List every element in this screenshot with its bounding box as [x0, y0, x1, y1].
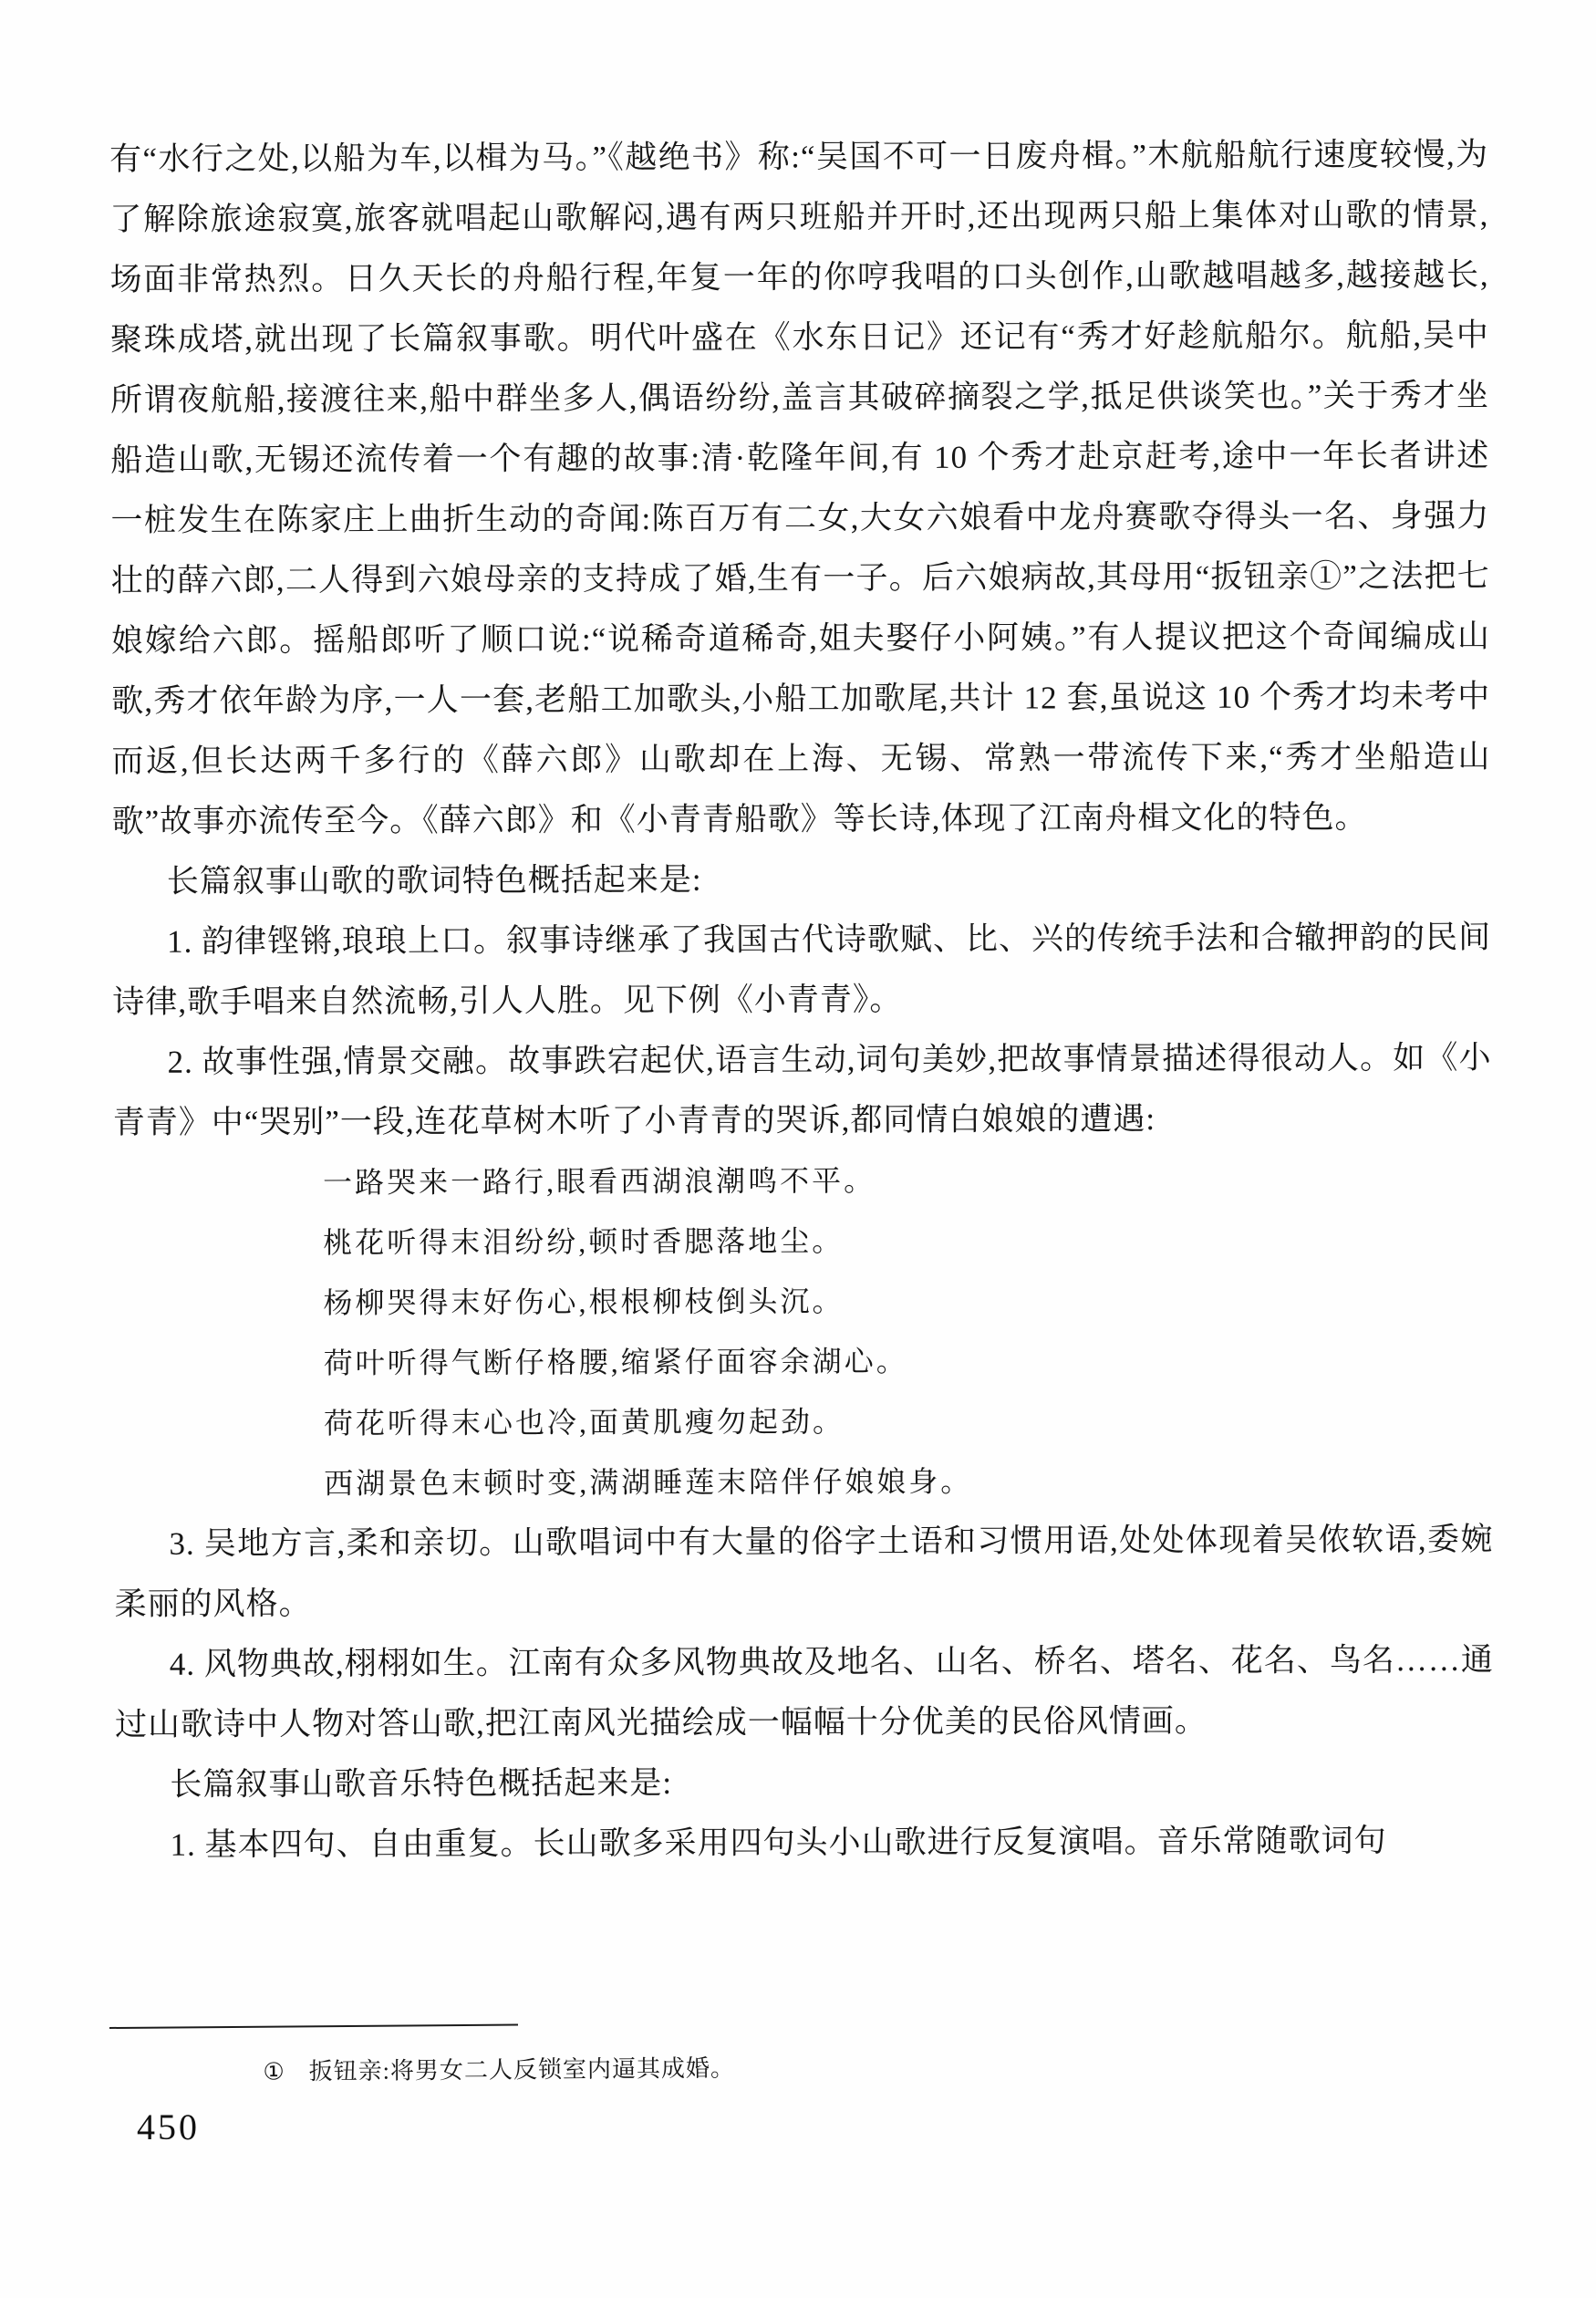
- paragraph: 1. 韵律铿锵,琅琅上口。叙事诗继承了我国古代诗歌赋、比、兴的传统手法和合辙押韵的民间诗律,歌手唱来自然流畅,引人人胜。见下例《小青青》。: [112, 919, 1492, 1020]
- verse-line: 荷花听得末心也冷,面黄肌瘦勿起劲。: [323, 1405, 845, 1440]
- paragraph: 长篇叙事山歌的歌词特色概括起来是:: [166, 861, 702, 899]
- footnote-marker: ①: [263, 2058, 285, 2085]
- footnote-area: [109, 2016, 1488, 2089]
- verse-line: 一路哭来一路行,眼看西湖浪潮鸣不平。: [322, 1164, 876, 1200]
- verse-line: 杨柳哭得末好伤心,根根柳枝倒头沉。: [323, 1284, 845, 1320]
- paragraph: 有“水行之处,以船为车,以楫为马。”《越绝书》称:“吴国不可一日废舟楫。”木航船航行速度较慢,为了解除旅途寂寞,旅客就唱起山歌解闷,遇有两只班船并开时,还出现两只船上集体对山歌的情景,场面非常热烈。日久天长的舟船行程,年复一年的你哼我唱的口头创作,山歌越唱越多,越接越长,聚珠成塔,就出现了长篇叙事歌。明代叶盛在《水东日记》还记有“秀才好趁航船尔。航船,吴中所谓夜航船,接渡往来,船中群坐多人,偶语纷纷,盖言其破碎摘裂之学,抵足供谈笑也。”关于秀才坐船造山歌,无锡还流传着一个有趣的故事:清·乾隆年间,有 10 个秀才赴京赶考,途中一年长者讲述一桩发生在陈家庄上曲折生动的奇闻:陈百万有二女,大女六娘看中龙舟赛歌夺得头一名、身强力壮的薛六郎,二人得到六娘母亲的支持成了婚,生有一子。后六娘病故,其母用“扳钮亲①”之法把七娘嫁给六郎。摇船郎听了顺口说:“说稀奇道稀奇,姐夫娶仔小阿姨。”有人提议把这个奇闻编成山歌,秀才依年龄为序,一人一套,老船工加歌头,小船工加歌尾,共计 12 套,虽说这 10 个秀才均未考中而返,但长达两千多行的《薛六郎》山歌却在上海、无锡、常熟一带流传下来,“秀才坐船造山歌”故事亦流传至今。《薛六郎》和《小青青船歌》等长诗,体现了江南舟楫文化的特色。: [109, 136, 1491, 839]
- verse-line: 桃花听得末泪纷纷,顿时香腮落地尘。: [323, 1224, 845, 1260]
- paragraph: 1. 基本四句、自由重复。长山歌多采用四句头小山歌进行反复演唱。音乐常随歌词句: [170, 1823, 1387, 1863]
- page-number: 450: [137, 2106, 200, 2147]
- footnote: [109, 2047, 1488, 2089]
- paragraph: 长篇叙事山歌音乐特色概括起来是:: [170, 1764, 673, 1803]
- verse-line: 荷叶听得气断仔格腰,缩紧仔面容余湖心。: [323, 1344, 908, 1380]
- paragraph: 4. 风物典故,栩栩如生。江南有众多风物典故及地名、山名、桥名、塔名、花名、鸟名……通过山歌诗中人物对答山歌,把江南风光描绘成一幅幅十分优美的民俗风情画。: [115, 1641, 1494, 1742]
- paragraph: 2. 故事性强,情景交融。故事跌宕起伏,语言生动,词句美妙,把故事情景描述得很动人。如《小青青》中“哭别”一段,连花草树木听了小青青的哭诉,都同情白娘娘的遭遇:: [112, 1039, 1492, 1140]
- page-body: [109, 125, 1495, 1876]
- footnote-text: 扳钮亲:将男女二人反锁室内逼其成婚。: [308, 2054, 736, 2085]
- verse-line: 西湖景色末顿时变,满湖睡莲末陪伴仔娘娘身。: [324, 1464, 973, 1501]
- paragraph: 3. 吴地方言,柔和亲切。山歌唱词中有大量的俗字土语和习惯用语,处处体现着吴侬软语,委婉柔丽的风格。: [114, 1521, 1494, 1622]
- footnote-rule: [109, 2023, 518, 2029]
- verse-block: [113, 1149, 1493, 1514]
